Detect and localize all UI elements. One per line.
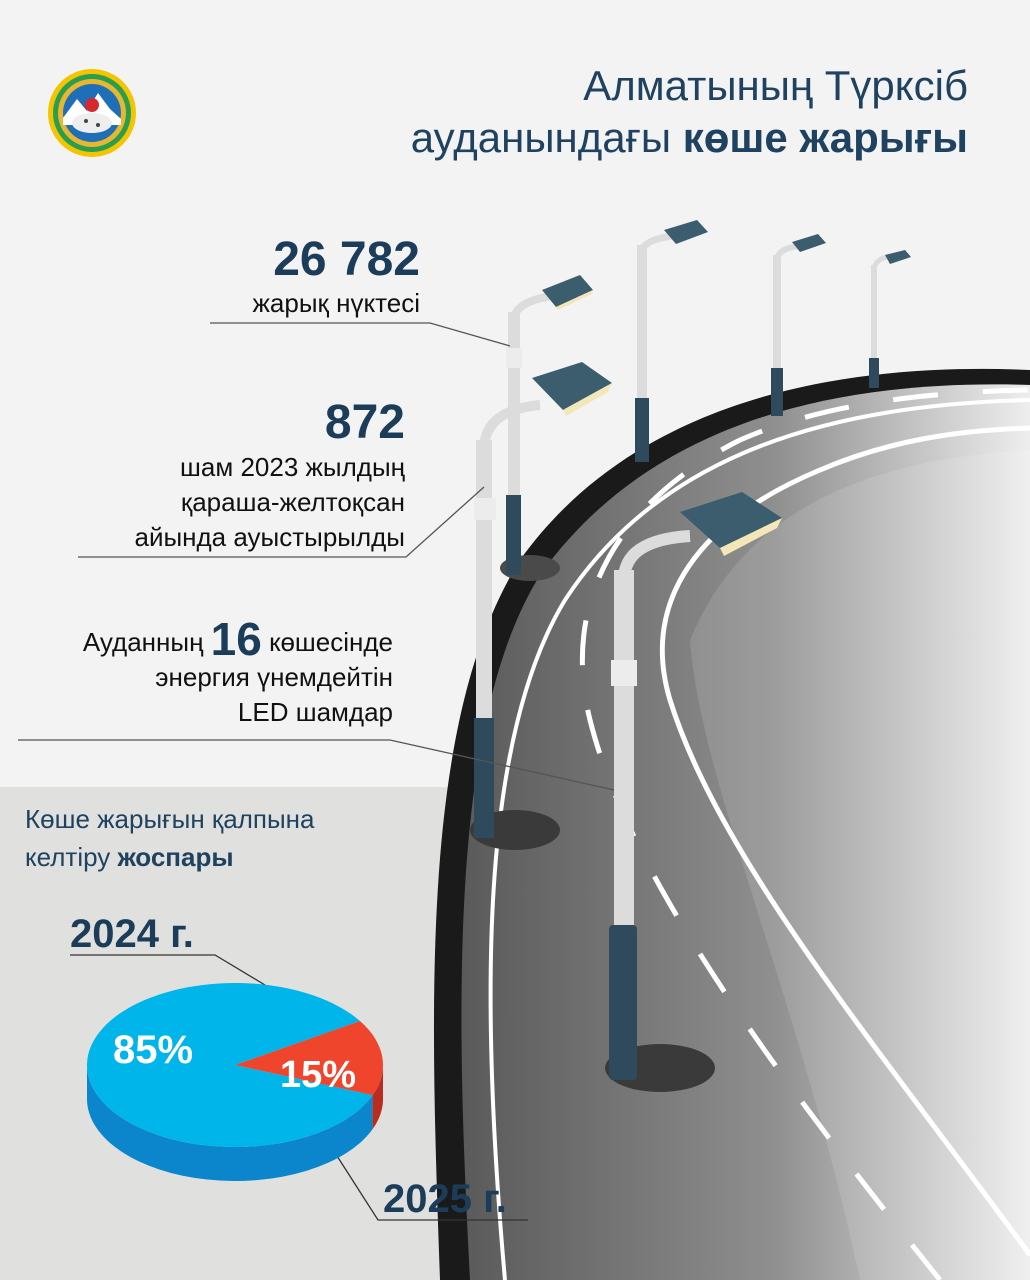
leader-line-2024 bbox=[70, 955, 265, 985]
stat-replaced-label: шам 2023 жылдың қараша-желтоқсан айында ауыстырылды bbox=[134, 452, 405, 552]
pie-label-85: 85% bbox=[113, 1028, 194, 1072]
legend-2025: 2025 г. bbox=[383, 1177, 507, 1221]
plan-heading: Көше жарығын қалпына келтіру жоспары bbox=[25, 804, 315, 872]
almaty-coat-of-arms-logo bbox=[48, 69, 136, 157]
title-highlight: көше жарығы bbox=[682, 114, 968, 161]
stat-points-label: жарық нүктесі bbox=[252, 288, 420, 318]
title-line-2: ауданындағы көше жарығы bbox=[410, 114, 968, 161]
legend-2024: 2024 г. bbox=[70, 912, 194, 956]
stat-led: Ауданның 16 көшесінде энергия үнемдейтін LED шамдар bbox=[82, 613, 393, 727]
stat-replaced-value: 872 bbox=[324, 396, 405, 449]
leader-line-points bbox=[210, 323, 510, 346]
pie-label-15: 15% bbox=[280, 1054, 357, 1096]
stat-points-value: 26 782 bbox=[273, 233, 420, 286]
page-title bbox=[411, 60, 968, 164]
street-lamp-far-4 bbox=[869, 250, 911, 388]
title-line-1: Алматының Түрксіб bbox=[583, 62, 968, 109]
stat-led-value: 16 bbox=[210, 613, 262, 665]
